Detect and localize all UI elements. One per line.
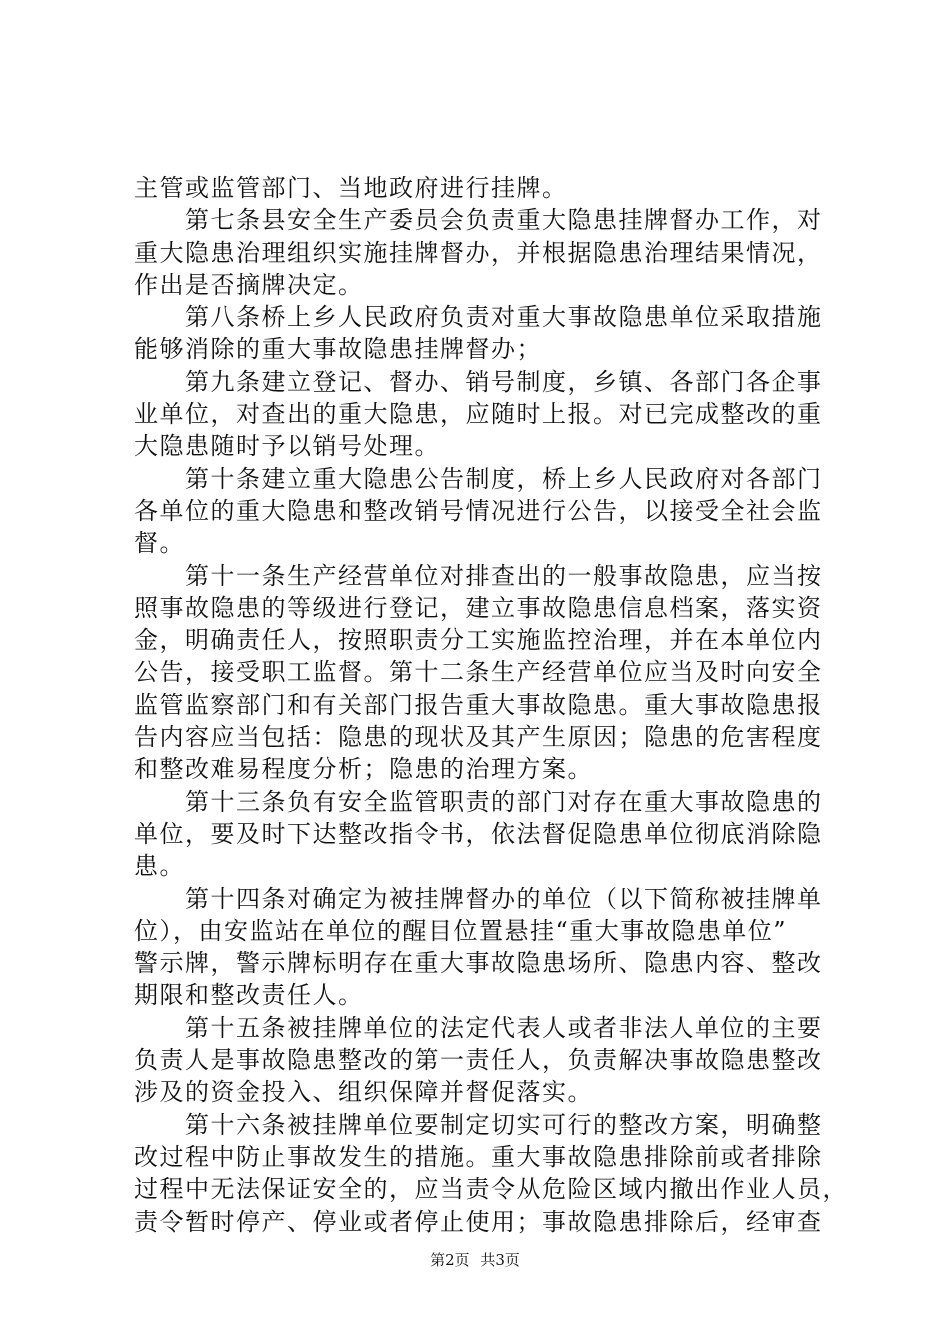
text-line: 各单位的重大隐患和整改销号情况进行公告，以接受全社会监 [134,496,823,525]
text-line: 第十三条负有安全监管职责的部门对存在重大事故隐患的 [134,787,823,816]
text-line: 第八条桥上乡人民政府负责对重大事故隐患单位采取措施 [134,303,823,332]
text-line: 主管或监管部门、当地政府进行挂牌。 [134,174,568,202]
document-body [134,172,848,1238]
text-line: 第十四条对确定为被挂牌督办的单位（以下简称被挂牌单 [134,884,823,913]
text-line: 第十一条生产经营单位对排查出的一般事故隐患，应当按 [134,561,823,590]
text-line: 告内容应当包括：隐患的现状及其产生原因；隐患的危害程度 [134,723,823,752]
text-line: 作出是否摘牌决定。 [134,270,364,299]
text-line: 警示牌，警示牌标明存在重大事故隐患场所、隐患内容、整改 [134,949,823,978]
page-total: 共3页 [480,1251,520,1269]
text-line: 第十五条被挂牌单位的法定代表人或者非法人单位的主要 [134,1013,823,1042]
text-line: 过程中无法保证安全的，应当责令从危险区域内撤出作业人员， [134,1175,848,1204]
text-line: 患。 [134,852,185,881]
text-line: 督。 [134,529,185,558]
text-line: 负责人是事故隐患整改的第一责任人，负责解决事故隐患整改 [134,1046,823,1075]
text-line: 和整改难易程度分析；隐患的治理方案。 [134,755,593,784]
text-line: 能够消除的重大事故隐患挂牌督办； [134,335,542,364]
text-line: 第十六条被挂牌单位要制定切实可行的整改方案，明确整 [134,1110,823,1139]
text-line: 监管监察部门和有关部门报告重大事故隐患。重大事故隐患报 [134,690,823,719]
text-line: 金，明确责任人，按照职责分工实施监控治理，并在本单位内 [134,626,823,655]
text-line: 期限和整改责任人。 [134,981,364,1010]
text-line: 业单位，对查出的重大隐患，应随时上报。对已完成整改的重 [134,400,823,429]
text-line: 照事故隐患的等级进行登记，建立事故隐患信息档案，落实资 [134,593,823,622]
text-line: 第十条建立重大隐患公告制度，桥上乡人民政府对各部门 [134,464,823,493]
text-line: 重大隐患治理组织实施挂牌督办，并根据隐患治理结果情况， [134,238,823,267]
page-footer [0,1250,950,1270]
text-line: 涉及的资金投入、组织保障并督促落实。 [134,1078,593,1107]
text-line: 单位，要及时下达整改指令书，依法督促隐患单位彻底消除隐 [134,819,823,848]
text-line: 改过程中防止事故发生的措施。重大事故隐患排除前或者排除 [134,1142,823,1171]
text-line: 第七条县安全生产委员会负责重大隐患挂牌督办工作，对 [134,206,823,235]
text-line: 公告，接受职工监督。第十二条生产经营单位应当及时向安全 [134,658,823,687]
text-line: 位），由安监站在单位的醒目位置悬挂“重大事故隐患单位” [134,916,788,945]
page-number: 第2页 [430,1251,470,1269]
text-line: 责令暂时停产、停业或者停止使用；事故隐患排除后，经审查 [134,1207,823,1236]
text-line: 第九条建立登记、督办、销号制度，乡镇、各部门各企事 [134,367,823,396]
text-line: 大隐患随时予以销号处理。 [134,432,440,461]
